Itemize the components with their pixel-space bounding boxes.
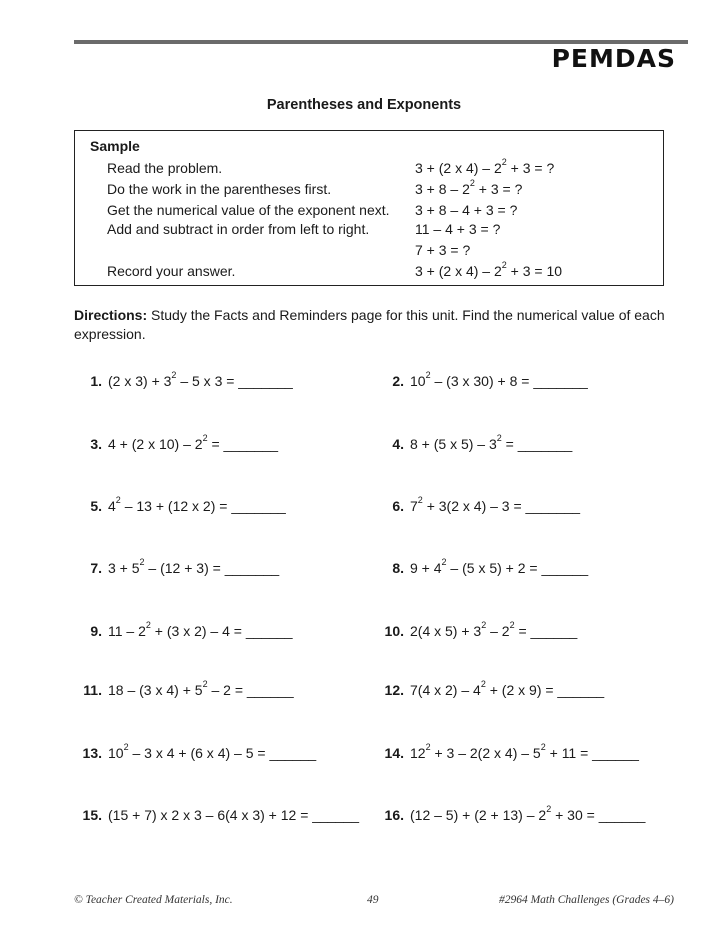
sample-work: 7 + 3 = ? (415, 242, 471, 258)
sample-work: $3 + 8 - 2^2 + 3$ = ? (415, 178, 523, 197)
problem-8: 8. $9 + 4^2 - (5$ x 5) + 2 = ______ (392, 557, 589, 576)
problem-16: 16. $(12 - 5) + (2 + 13) - 2^2 + 30$ = ______ (384, 804, 646, 823)
page-header-title: PEMDAS (551, 44, 676, 73)
problem-13: 13. $10^2 - 3$ x 4 + (6 x 4) – 5 = ______ (82, 742, 317, 761)
footer-publisher: © Teacher Created Materials, Inc. (74, 894, 233, 906)
problem-2: 2. $10^2 - (3$ x 30) + 8 = _______ (392, 370, 588, 389)
sample-step: Get the numerical value of the exponent next. (107, 202, 390, 218)
problem-11: 11. 18 – (3 x $4) + 5^2 - 2$ = ______ (83, 679, 294, 698)
problem-12: 12. 7(4 x $2) - 4^2 + (2$ x 9) = ______ (384, 679, 605, 698)
problem-5: 5. $4^2 - 13 + (12$ x 2) = _______ (90, 495, 286, 514)
sample-work: 3 + 8 – 4 + 3 = ? (415, 202, 518, 218)
sample-work: 3 + (2 x $4) - 2^2 + 3$ = ? (415, 157, 555, 176)
problem-10: 10. 2(4 x $5) + 3^2 - 2^2$ = ______ (384, 620, 578, 639)
problem-9: 9. $11 - 2^2 + (3$ x 2) – 4 = ______ (90, 620, 293, 639)
sample-step: Add and subtract in order from left to right. (107, 221, 370, 237)
sample-step: Record your answer. (107, 263, 236, 279)
sample-work: 3 + (2 x $4) - 2^2 + 3 = 10$ (415, 260, 563, 279)
problem-6: 6. $7^2 + 3(2$ x 4) – 3 = _______ (392, 495, 581, 514)
problem-1: 1. (2 x $3) + 3^2 - 5$ x 3 = _______ (90, 370, 293, 389)
footer-book-title: #2964 Math Challenges (Grades 4–6) (498, 894, 674, 906)
sample-label: Sample (90, 138, 140, 154)
problem-3: 3. 4 + (2 x $10) - 2^2$ = _______ (90, 433, 279, 452)
sample-step: Do the work in the parentheses first. (107, 181, 332, 197)
section-subtitle: Parentheses and Exponents (266, 97, 462, 113)
sample-step: Read the problem. (107, 160, 223, 176)
problem-15: 15. (15 + 7) x 2 x 3 – 6(4 x 3) + 12 = ______ (82, 807, 359, 823)
directions (74, 306, 674, 344)
directions-label: Directions: (74, 307, 148, 323)
problem-14: 14. $12^2 + 3 - 2(2$ x $4) - 5^2 + 11$ = ______ (384, 742, 639, 761)
problem-7: 7. $3 + 5^2 - (12 + 3)$ = _______ (90, 557, 280, 576)
sample-work: 11 – 4 + 3 = ? (415, 221, 501, 237)
footer-page-number: 49 (367, 894, 379, 906)
problem-4: 4. 8 + (5 x $5) - 3^2$ = _______ (392, 433, 573, 452)
directions-text: Study the Facts and Reminders page for this unit. Find the numerical value of each expression. (74, 307, 665, 342)
